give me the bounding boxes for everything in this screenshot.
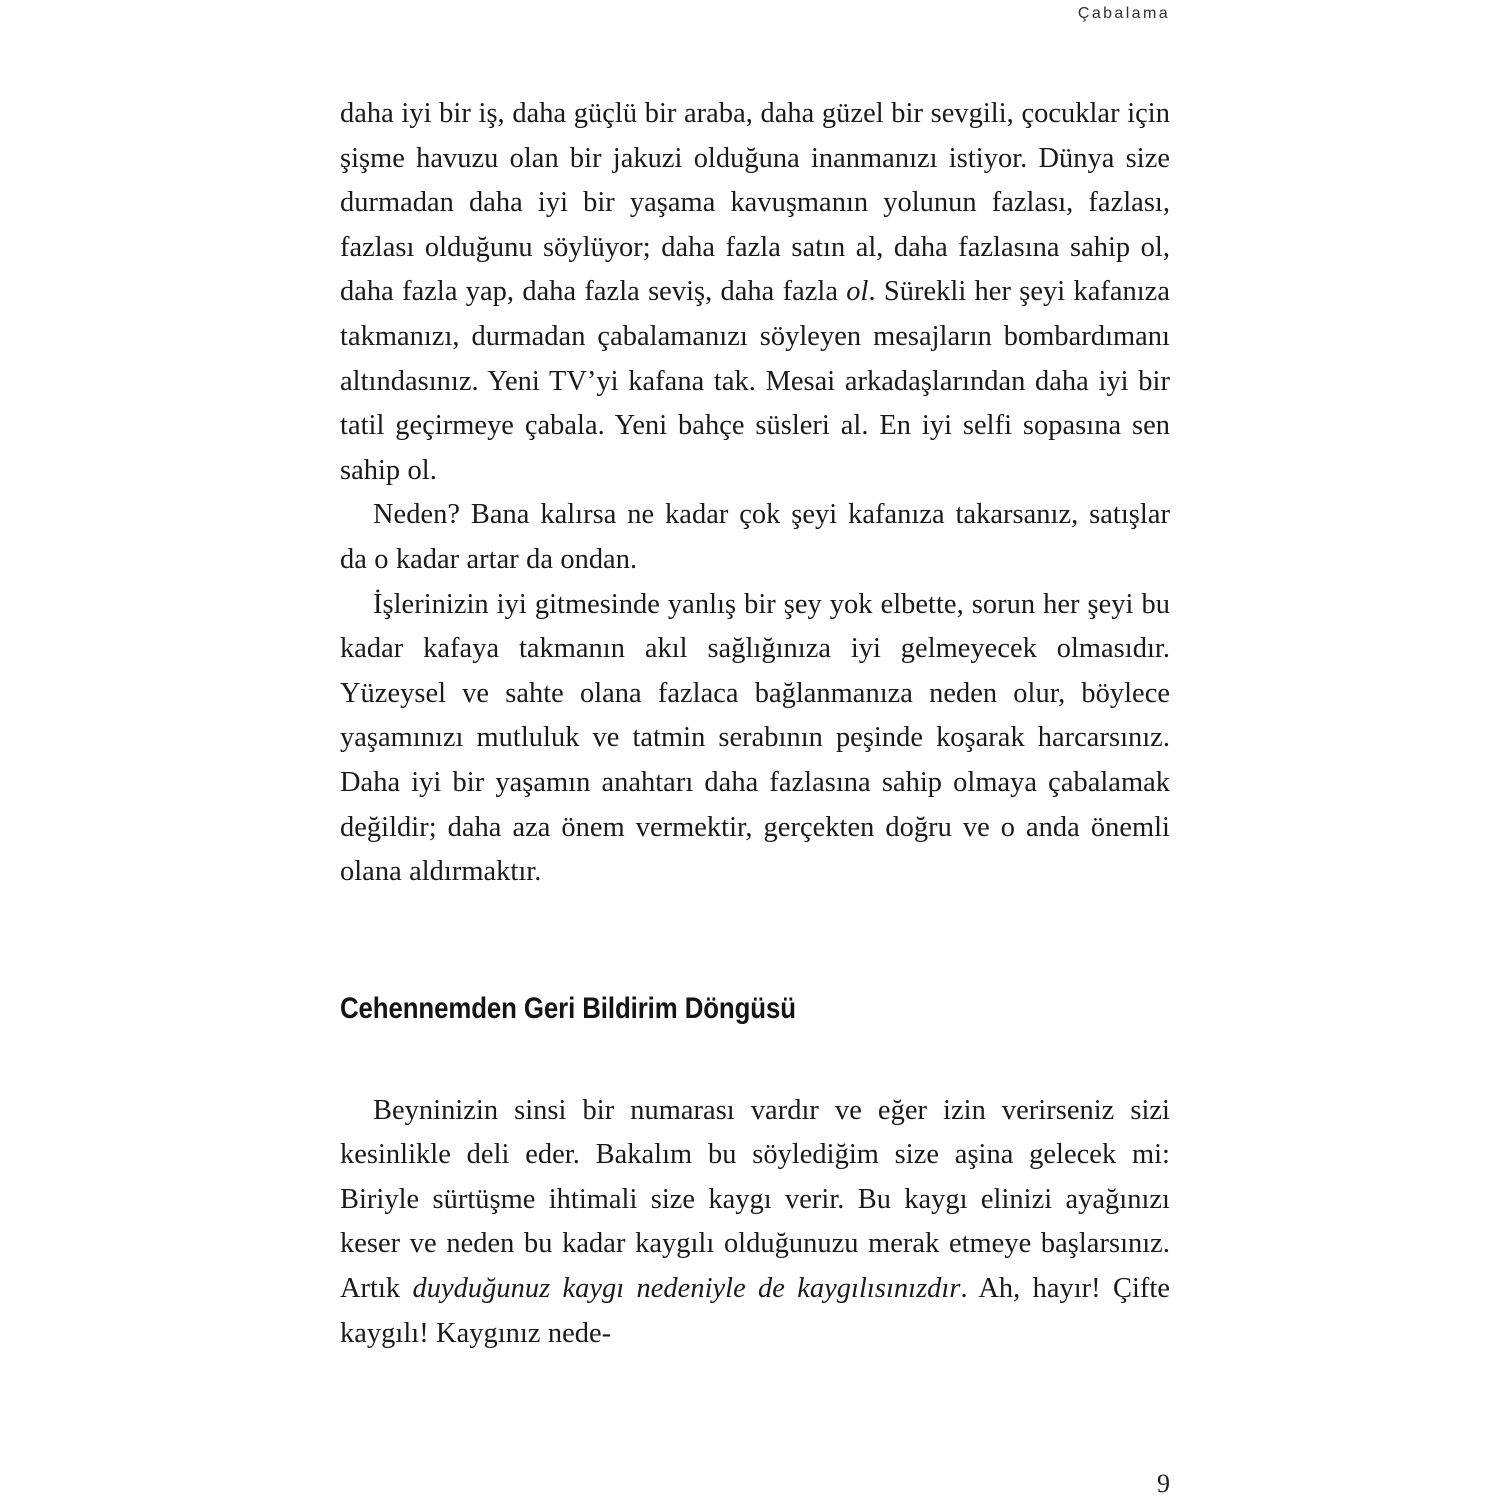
italic-run: ol — [846, 276, 869, 308]
heading-spacer-below — [340, 1027, 1170, 1089]
paragraph-continued: daha iyi bir iş, daha güçlü bir araba, daha güzel bir sevgili, çocuklar için şişme havuzu olan bir jakuzi olduğuna inanmanızı istiyor. Dünya size durmadan daha iyi bir yaşama kavuşmanın yolunun fazlası, fazlası, fazlası olduğunu söylüyor; daha fazla satın al, daha fazlasına sahip ol, daha fazla yap, daha fazla seviş, daha fazla ol. Sürekli her şeyi kafanıza takmanızı, durmadan çabalamanızı söyleyen mesajların bombardımanı altındasınız. Yeni TV’yi kafana tak. Mesai arkadaşlarından daha iyi bir tatil geçirmeye çabala. Yeni bahçe süsleri al. En iyi selfi sopasına sen sahip ol. — [340, 98, 1170, 486]
paragraph-beyninizin: Beyninizin sinsi bir numarası vardır ve eğer izin verirseniz sizi kesinlikle deli eder. Bakalım bu söylediğim size aşina gelecek mi: Biriyle sürtüşme ihtimali size kaygı verir. Bu kaygı elinizi ayağınızı keser ve neden bu kadar kaygılı olduğunuzu merak etmeye başlarsınız. Artık duyduğunuz kaygı nedeniyle de kaygılısınızdır. Ah, hayır! Çifte kaygılı! Kaygınız nede- — [340, 1094, 1170, 1349]
paragraph-neden: Neden? Bana kalırsa ne kadar çok şeyi kafanıza takarsanız, satışlar da o kadar artar da ondan. — [340, 499, 1170, 575]
page-number: 9 — [1157, 1469, 1170, 1498]
heading-spacer-above — [340, 895, 1170, 991]
running-header: Çabalama — [1077, 5, 1170, 22]
section-heading: Cehennemden Geri Bildirim Döngüsü — [340, 991, 796, 1025]
italic-run: duyduğunuz kaygı nedeniyle de kaygılısınızdır — [412, 1273, 961, 1305]
paragraph-islerinizin: İşlerinizin iyi gitmesinde yanlış bir şey yok elbette, sorun her şeyi bu kadar kafaya takmanın akıl sağlığınıza iyi gelmeyecek olmasıdır. Yüzeysel ve sahte olana fazlaca bağlanmanıza neden olur, böylece yaşamınızı mutluluk ve tatmin serabının peşinde koşarak harcarsınız. Daha iyi bir yaşamın anahtarı daha fazlasına sahip olmaya çabalamak değildir; daha aza önem vermektir, gerçekten doğru ve o anda önemli olana aldırmaktır. — [340, 588, 1170, 888]
text-column — [340, 92, 1170, 1356]
